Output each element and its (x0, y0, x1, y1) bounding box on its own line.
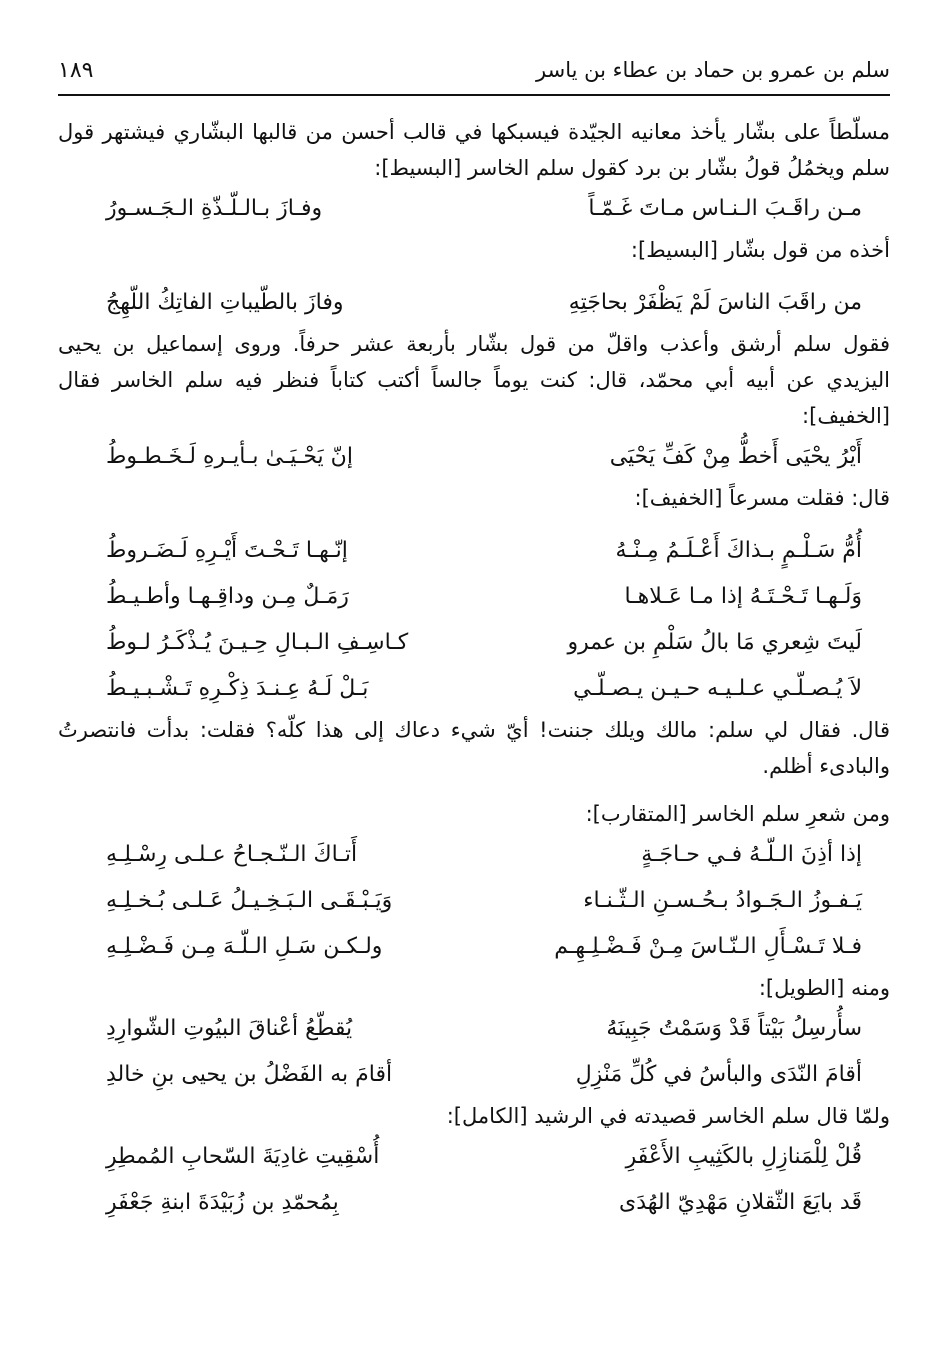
second-hemistich: أَتـاكَ الـنّـجـاحُ عـلـى رِسْـلِـهِ (106, 842, 358, 867)
second-hemistich: إنّـهـا تَـحْـتَ أَيْـرِهِ لَـضَـروطُ (106, 538, 348, 563)
verse-line (58, 878, 890, 924)
verse-line (58, 1052, 890, 1098)
verse-line (58, 620, 890, 666)
paragraph-1: مسلّطاً على بشّار يأخذ معانيه الجيّدة فيسبكها في قالب أحسن من قالبها البشّاري فيشتهر قول سلم ويخمُلُ قولُ بشّار بن برد كقول سلم الخاسر [البسيط]: (58, 120, 890, 180)
second-hemistich: إنّ يَحْـيَـىٰ بـأيـرهِ لَـخَـطـوطُ (106, 444, 353, 469)
page-header (58, 52, 890, 96)
first-hemistich: فـلا تَـسْـأَلِ الـنّـاسَ مِـنْ فَـضْـلِـهِـم (554, 934, 862, 959)
second-hemistich: أقامَ به الفَضْلُ بن يحيى بنِ خالدِ (106, 1062, 393, 1087)
first-hemistich: أَيْرُ يحْيَى أَخطُّ مِنْ كَفِّ يَحْيَى (609, 444, 862, 469)
second-hemistich: بِمُحمّدِ بن زُبَيْدَةَ ابنةِ جَعْفَرِ (106, 1190, 339, 1215)
first-hemistich: لَيتَ شِعري مَا بالُ سَلْمِ بن عمرو (567, 630, 862, 655)
second-hemistich: يُقطّعُ أعْناقَ البيُوتِ الشّوارِدِ (106, 1016, 353, 1041)
verse-line (58, 832, 890, 878)
verse-line (58, 528, 890, 574)
first-hemistich: لاَ يُـصـلّـي عـلـيـه حـيـن يـصـلّـي (573, 676, 862, 701)
verse-line (58, 574, 890, 620)
verse-intro: قال: فقلت مسرعاً [الخفيف]: (634, 486, 890, 510)
second-hemistich: بَـلْ لَـهُ عِـنـدَ ذِكْـرِهِ تَـشْـبـيـطُ (106, 676, 369, 701)
second-hemistich: وفـازَ بـالـلّـذّةِ الـجَـسـورُ (106, 196, 323, 221)
first-hemistich: إذا أذِنَ الـلّـهُ فـي حـاجَـةٍ (641, 842, 862, 867)
paragraph-2: فقول سلم أرشق وأعذب واقلّ من قول بشّار بأربعة عشر حرفاً. وروى إسماعيل بن يحيى اليزيدي عن أبيه أبي محمّد، قال: كنت يوماً جالساً أكتب كتاباً فنظر فيه سلم الخاسر فقال [الخفيف]: (58, 332, 890, 428)
verse-line (58, 924, 890, 970)
verse-line (58, 1180, 890, 1226)
first-hemistich: قَد بايَعَ الثّقلانِ مَهْدِيّ الهُدَى (619, 1190, 862, 1215)
second-hemistich: وَيَـبْـقَـى الـبَـخِـيـلُ عَـلـى بُـخـلِـهِ (106, 888, 393, 913)
page-number: ١٨٩ (58, 58, 94, 83)
first-hemistich: من راقَبَ الناسَ لَمْ يَظْفَرْ بحاجَتِهِ (568, 290, 862, 315)
verse-line (58, 434, 890, 480)
verse-intro: ومن شعرِ سلم الخاسر [المتقارب]: (585, 802, 890, 826)
first-hemistich: أُمُّ سَـلْـمٍ بـذاكَ أَعْـلَـمُ مِـنْـهُ (615, 538, 862, 563)
second-hemistich: ولـكـن سَـلِ الـلّـهَ مِـن فَـضْـلِـهِ (106, 934, 383, 959)
second-hemistich: أُسْقِيتِ غادِيَةَ السّحابِ المُمطِرِ (106, 1144, 380, 1169)
second-hemistich: كـاسِـفِ الـبـالِ حِـيـنَ يُـذْكَـرُ لـوطُ (106, 630, 409, 655)
verse-line (58, 1134, 890, 1180)
verse-line (58, 186, 890, 232)
first-hemistich: قُلْ لِلْمَنازِلِ بالكَثِيبِ الأَعْفَرِ (625, 1144, 862, 1169)
verse-intro: أخذه من قول بشّار [البسيط]: (630, 238, 890, 262)
first-hemistich: سأُرسِلُ بَيْتاً قَدْ وَسَمْتُ جَبِينَهُ (606, 1016, 862, 1041)
first-hemistich: مـن راقَـبَ الـنـاس مـاتَ غَـمّـاً (588, 196, 862, 221)
book-page (58, 52, 890, 1352)
second-hemistich: رَمَـلٌ مِـن وداقِـهـا وأطـيـطُ (106, 584, 349, 609)
first-hemistich: يَـفـوزُ الـجَـوادُ بـحُـسـنِ الـثّـنـاء (583, 888, 862, 913)
first-hemistich: أقامَ النّدَى والبأسُ في كُلِّ مَنْزِلِ (575, 1062, 862, 1087)
running-title: سلم بن عمرو بن حماد بن عطاء بن ياسر (536, 58, 890, 82)
paragraph-3: قال. فقال لي سلم: مالك ويلك جننت! أيّ شيء دعاك إلى هذا كلّه؟ فقلت: بدأت فانتصرتُ والبادىء أظلم. (58, 718, 890, 778)
verse-line (58, 1006, 890, 1052)
verse-line (58, 280, 890, 326)
verse-intro: ومنه [الطويل]: (758, 976, 890, 1000)
verse-line (58, 666, 890, 712)
verse-intro: ولمّا قال سلم الخاسر قصيدته في الرشيد [الكامل]: (446, 1104, 890, 1128)
first-hemistich: وَلَـهـا تَـحْـتَـهُ إذا مـا عَـلاهـا (624, 584, 862, 609)
second-hemistich: وفازَ بالطّيباتِ الفاتِكُ اللّهِجُ (106, 290, 344, 315)
